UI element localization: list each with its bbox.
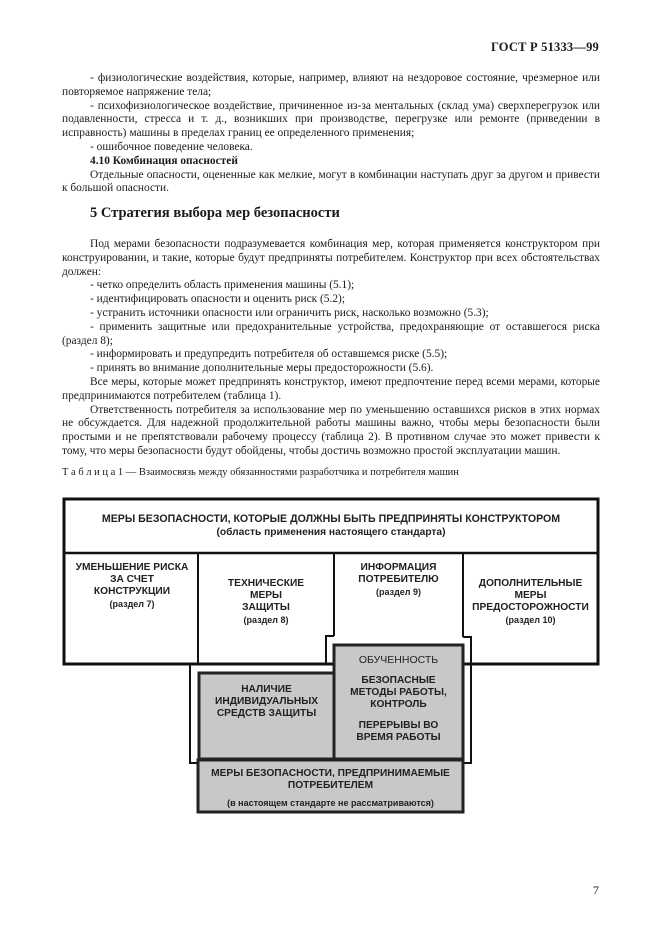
paragraph: - физиологические воздействия, которые, например, влияют на нездоровое состояние, чрезмерное или повторяемое напряжение тела; <box>62 72 600 98</box>
paragraph: - ошибочное поведение человека. <box>90 140 253 153</box>
user-measures-footer <box>198 768 463 810</box>
additional-precautions-cell <box>463 578 598 638</box>
user-measures-cell <box>334 654 463 754</box>
list-item: - информировать и предупредить потребителя об оставшемся риске (5.5); <box>90 348 448 361</box>
list-item: - применить защитные или предохранительные устройства, предохраняющие от оставшегося риска (раздел 8); <box>62 320 600 347</box>
paragraph: Отдельные опасности, оцененные как мелкие, могут в комбинации наступать друг за другом и привести к большой опасности. <box>62 168 600 195</box>
cell-line: КОНСТРУКЦИИ <box>93 586 171 597</box>
cell-line: ПЕРЕРЫВЫ ВО <box>358 720 439 731</box>
cell-line: ЗАЩИТЫ <box>242 602 290 613</box>
cell-line: (в настоящем стандарте не рассматриваются) <box>227 798 434 808</box>
paragraph: Под мерами безопасности подразумевается комбинация мер, которая применяется конструктором при конструировании, и такие, которые будут предприняты потребителем. Конструктор при всех обстоятельствах должен: <box>62 238 600 278</box>
designer-measures-subtitle: (область применения настоящего стандарта) <box>216 527 446 538</box>
cell-line: ПОТРЕБИТЕЛЕМ <box>287 780 374 791</box>
user-information-cell <box>334 562 463 612</box>
paragraph: - психофизиологическое воздействие, причиненное из-за ментальных (склад ума) сверхперегрузок или подавленности, стресса и т. д., возникших при производстве, перегрузке или ремонте (приведении в исправность) машины в пределах границ ее определенного применения; <box>62 99 600 140</box>
cell-line: КОНТРОЛЬ <box>370 699 427 710</box>
cell-line: СРЕДСТВ ЗАЩИТЫ <box>216 708 317 719</box>
designer-measures-header <box>64 513 598 549</box>
cell-line: ЗА СЧЕТ <box>110 574 154 585</box>
risk-reduction-cell <box>66 562 198 622</box>
designer-measures-title: МЕРЫ БЕЗОПАСНОСТИ, КОТОРЫЕ ДОЛЖНЫ БЫТЬ ПРЕДПРИНЯТЫ КОНСТРУКТОРОМ <box>101 513 561 525</box>
cell-line: ПРЕДОСТОРОЖНОСТИ <box>472 602 589 613</box>
cell-line: ИНФОРМАЦИЯ <box>360 562 437 573</box>
cell-line: (раздел 7) <box>109 599 155 609</box>
cell-line: (раздел 9) <box>375 587 422 597</box>
list-item: - четко определить область применения машины (5.1); <box>90 279 355 292</box>
cell-line: НАЛИЧИЕ <box>241 684 292 695</box>
cell-line: ПОТРЕБИТЕЛЮ <box>358 574 439 585</box>
cell-line: МЕРЫ БЕЗОПАСНОСТИ, ПРЕДПРИНИМАЕМЫЕ <box>211 768 450 779</box>
cell-line: ИНДИВИДУАЛЬНЫХ <box>215 696 318 707</box>
page-number: 7 <box>593 883 599 897</box>
paragraph: Ответственность потребителя за использование мер по уменьшению оставшихся рисков в этих нормах не обсуждается. Для надежной продолжительной работы машины важно, чтобы меры безопасности были простыми и не препятствовали рабочему процессу (таблица 2). В противном случае это может привести к тому, что меры безопасности будут обойдены, чтобы достичь возможно простой эксплуатации машин. <box>62 403 600 457</box>
technical-protection-cell <box>198 578 334 638</box>
table-caption: Т а б л и ц а 1 — Взаимосвязь между обязанностями разработчика и потребителя машин <box>62 467 459 478</box>
cell-line: ВРЕМЯ РАБОТЫ <box>356 732 441 743</box>
training-label: ОБУЧЕННОСТЬ <box>358 654 439 666</box>
cell-line: (раздел 8) <box>243 615 289 625</box>
cell-line: МЕРЫ <box>249 590 283 601</box>
document-header: ГОСТ Р 51333—99 <box>490 40 599 54</box>
list-item: - принять во внимание дополнительные меры предосторожности (5.6). <box>90 362 434 375</box>
subsection-title: 4.10 Комбинация опасностей <box>90 154 238 167</box>
cell-line: (раздел 10) <box>505 615 556 625</box>
cell-line: БЕЗОПАСНЫЕ <box>361 675 436 686</box>
cell-line: ДОПОЛНИТЕЛЬНЫЕ <box>478 578 583 589</box>
cell-line: МЕРЫ <box>514 590 547 601</box>
cell-line: ТЕХНИЧЕСКИЕ <box>227 578 305 589</box>
paragraph: Все меры, которые может предпринять конструктор, имеют предпочтение перед всеми мерами, которые предпринимаются потребителем (таблица 1). <box>62 375 600 402</box>
section-title: 5 Стратегия выбора мер безопасности <box>90 205 340 221</box>
list-item: - идентифицировать опасности и оценить риск (5.2); <box>90 293 345 306</box>
cell-line: МЕТОДЫ РАБОТЫ, <box>350 687 447 698</box>
ppe-cell <box>199 684 334 724</box>
cell-line: УМЕНЬШЕНИЕ РИСКА <box>75 562 189 573</box>
list-item: - устранить источники опасности или ограничить риск, насколько возможно (5.3); <box>90 306 489 319</box>
